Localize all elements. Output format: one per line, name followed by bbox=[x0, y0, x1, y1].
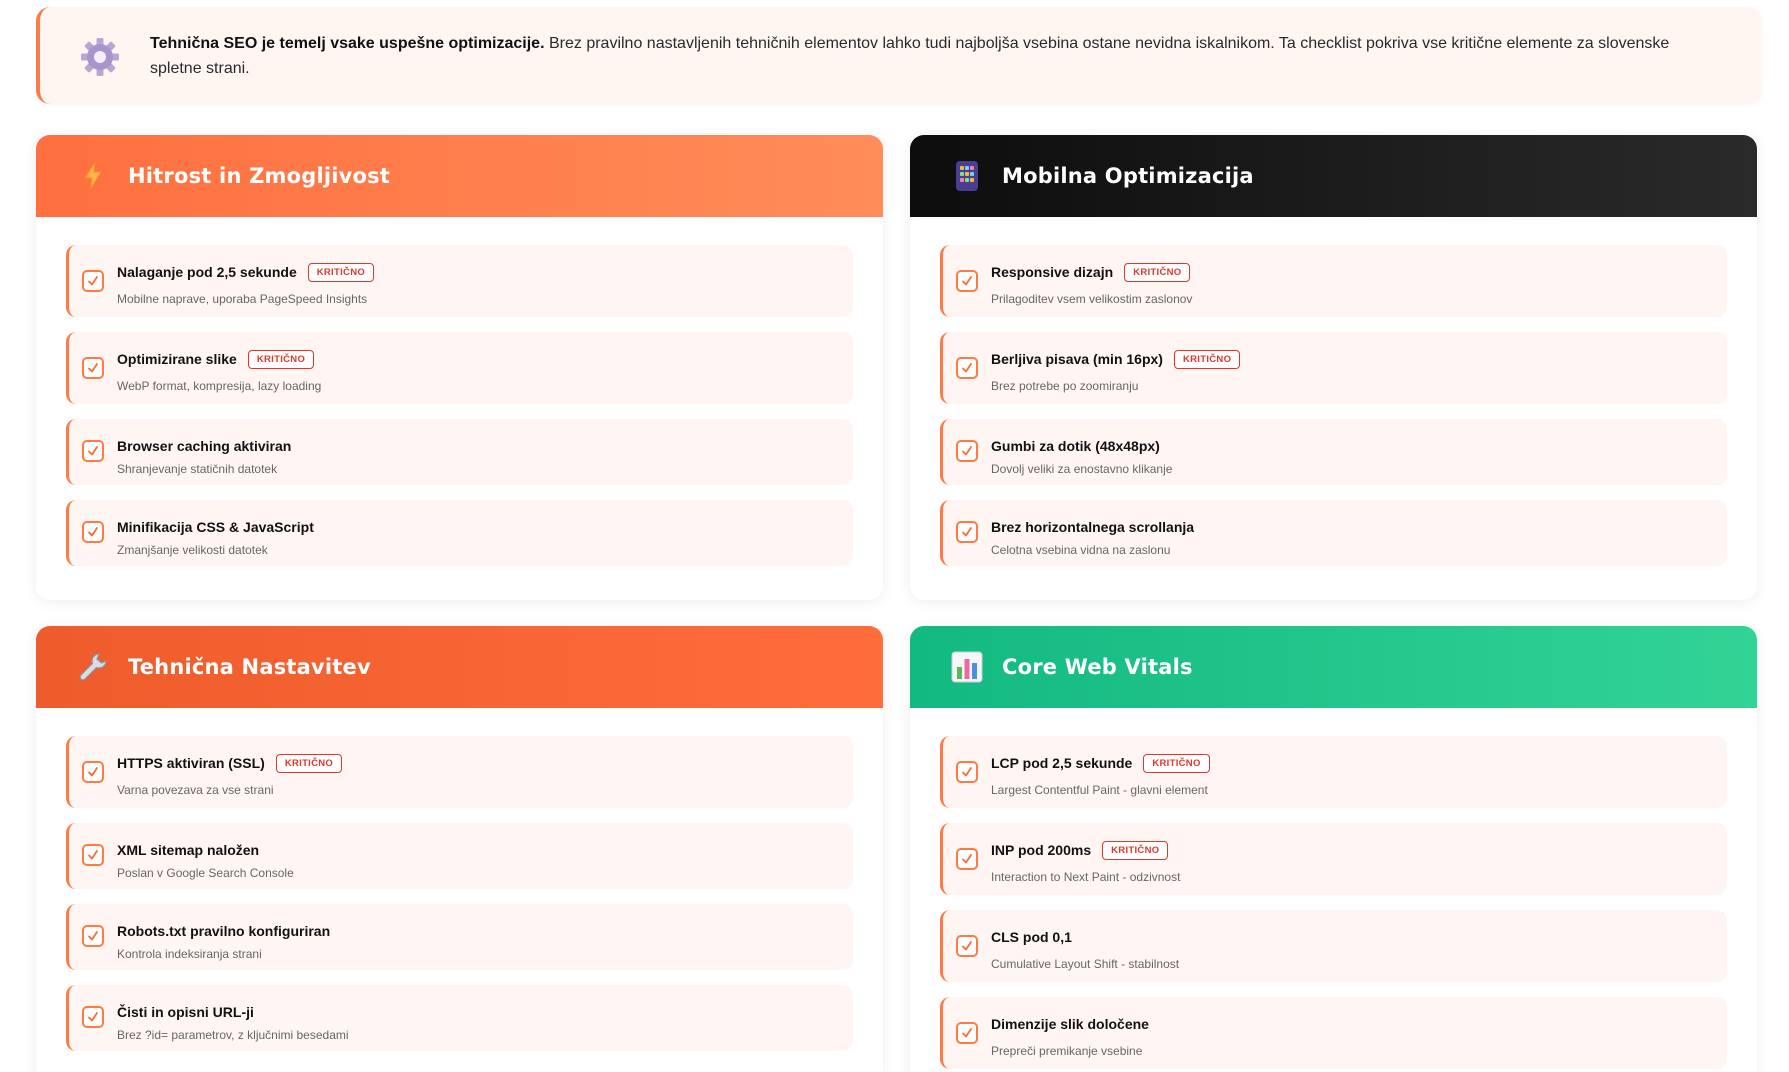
card-title: Mobilna Optimizacija bbox=[1002, 164, 1254, 188]
item-title: Browser caching aktiviran bbox=[117, 438, 292, 454]
card-title: Core Web Vitals bbox=[1002, 655, 1193, 679]
checklist-item[interactable] bbox=[66, 500, 853, 566]
checklist-item[interactable] bbox=[940, 997, 1727, 1069]
item-title: INP pod 200ms bbox=[991, 842, 1092, 858]
item-title: Responsive dizajn bbox=[991, 264, 1114, 280]
item-title: Čisti in opisni URL-ji bbox=[117, 1004, 254, 1020]
checkbox-icon[interactable] bbox=[956, 1022, 978, 1044]
critical-badge: KRITIČNO bbox=[1124, 263, 1190, 282]
item-desc: Shranjevanje statičnih datotek bbox=[117, 462, 278, 476]
card-header bbox=[36, 626, 883, 708]
item-desc: Varna povezava za vse strani bbox=[117, 783, 274, 797]
checkbox-icon[interactable] bbox=[82, 521, 104, 543]
intro-banner bbox=[36, 7, 1762, 104]
checkbox-icon[interactable] bbox=[82, 440, 104, 462]
card-core-web-vitals bbox=[910, 626, 1757, 1072]
card-hitrost bbox=[36, 135, 883, 600]
item-desc: Mobilne naprave, uporaba PageSpeed Insights bbox=[117, 292, 368, 306]
item-title: XML sitemap naložen bbox=[117, 842, 260, 858]
intro-text bbox=[150, 31, 1722, 81]
item-desc: Prilagoditev vsem velikostim zaslonov bbox=[991, 292, 1193, 306]
checklist-item[interactable] bbox=[940, 736, 1727, 808]
checkbox-icon[interactable] bbox=[956, 761, 978, 783]
item-title: Gumbi za dotik (48x48px) bbox=[991, 438, 1160, 454]
checkbox-icon[interactable] bbox=[956, 270, 978, 292]
checklist-item[interactable] bbox=[66, 245, 853, 317]
item-title: Dimenzije slik določene bbox=[991, 1016, 1149, 1032]
checkbox-icon[interactable] bbox=[956, 521, 978, 543]
checklist-item[interactable] bbox=[66, 736, 853, 808]
checkbox-icon[interactable] bbox=[956, 935, 978, 957]
item-desc: Celotna vsebina vidna na zaslonu bbox=[991, 543, 1171, 557]
checklist-item[interactable] bbox=[66, 419, 853, 485]
checklist-item[interactable] bbox=[940, 332, 1727, 404]
item-title: LCP pod 2,5 sekunde bbox=[991, 755, 1133, 771]
critical-badge: KRITIČNO bbox=[1174, 350, 1240, 369]
checkbox-icon[interactable] bbox=[956, 357, 978, 379]
card-header bbox=[910, 626, 1757, 708]
mobile-icon bbox=[950, 159, 984, 193]
checklist-item[interactable] bbox=[66, 332, 853, 404]
item-title: Brez horizontalnega scrollanja bbox=[991, 519, 1195, 535]
checkbox-icon[interactable] bbox=[82, 925, 104, 947]
item-desc: Zmanjšanje velikosti datotek bbox=[117, 543, 268, 557]
bar-chart-icon bbox=[950, 650, 984, 684]
item-title: Berljiva pisava (min 16px) bbox=[991, 351, 1163, 367]
item-desc: Brez potrebe po zoomiranju bbox=[991, 379, 1139, 393]
checkbox-icon[interactable] bbox=[956, 848, 978, 870]
item-desc: Cumulative Layout Shift - stabilnost bbox=[991, 957, 1180, 971]
card-mobilna bbox=[910, 135, 1757, 600]
checkbox-icon[interactable] bbox=[956, 440, 978, 462]
checkbox-icon[interactable] bbox=[82, 761, 104, 783]
card-header bbox=[36, 135, 883, 217]
item-desc: WebP format, kompresija, lazy loading bbox=[117, 379, 322, 393]
item-title: CLS pod 0,1 bbox=[991, 929, 1072, 945]
item-title: Nalaganje pod 2,5 sekunde bbox=[117, 264, 297, 280]
checkbox-icon[interactable] bbox=[82, 357, 104, 379]
checklist-item[interactable] bbox=[940, 500, 1727, 566]
gear-icon bbox=[78, 35, 122, 79]
critical-badge: KRITIČNO bbox=[1143, 754, 1209, 773]
intro-bold: Tehnična SEO je temelj vsake uspešne optimizacije. bbox=[150, 34, 545, 52]
item-desc: Largest Contentful Paint - glavni element bbox=[991, 783, 1208, 797]
critical-badge: KRITIČNO bbox=[248, 350, 314, 369]
checklist-item[interactable] bbox=[66, 823, 853, 889]
card-title: Tehnična Nastavitev bbox=[128, 655, 371, 679]
item-desc: Dovolj veliki za enostavno klikanje bbox=[991, 462, 1173, 476]
checklist-item[interactable] bbox=[66, 985, 853, 1051]
item-desc: Interaction to Next Paint - odzivnost bbox=[991, 870, 1181, 884]
critical-badge: KRITIČNO bbox=[1102, 841, 1168, 860]
checklist-item[interactable] bbox=[940, 910, 1727, 982]
card-title: Hitrost in Zmogljivost bbox=[128, 164, 391, 188]
item-desc: Poslan v Google Search Console bbox=[117, 866, 294, 880]
item-desc: Prepreči premikanje vsebine bbox=[991, 1044, 1143, 1058]
item-desc: Kontrola indeksiranja strani bbox=[117, 947, 262, 961]
card-header bbox=[910, 135, 1757, 217]
intro-body: Brez pravilno nastavljenih tehničnih elementov lahko tudi najboljša vsebina ostane nevidna iskalnikom. Ta checklist pokriva vse kritične elemente za slovenske spletne strani. bbox=[150, 34, 1670, 77]
checkbox-icon[interactable] bbox=[82, 1006, 104, 1028]
checklist-item[interactable] bbox=[940, 419, 1727, 485]
item-title: Robots.txt pravilno konfiguriran bbox=[117, 923, 331, 939]
wrench-icon bbox=[76, 650, 110, 684]
item-title: Minifikacija CSS & JavaScript bbox=[117, 519, 314, 535]
critical-badge: KRITIČNO bbox=[308, 263, 374, 282]
checkbox-icon[interactable] bbox=[82, 844, 104, 866]
lightning-icon bbox=[76, 159, 110, 193]
item-title: Optimizirane slike bbox=[117, 351, 237, 367]
checkbox-icon[interactable] bbox=[82, 270, 104, 292]
critical-badge: KRITIČNO bbox=[276, 754, 342, 773]
checklist-item[interactable] bbox=[940, 823, 1727, 895]
checklist-item[interactable] bbox=[66, 904, 853, 970]
checklist-item[interactable] bbox=[940, 245, 1727, 317]
card-tehnicna bbox=[36, 626, 883, 1072]
item-desc: Brez ?id= parametrov, z ključnimi besedami bbox=[117, 1028, 349, 1042]
item-title: HTTPS aktiviran (SSL) bbox=[117, 755, 265, 771]
